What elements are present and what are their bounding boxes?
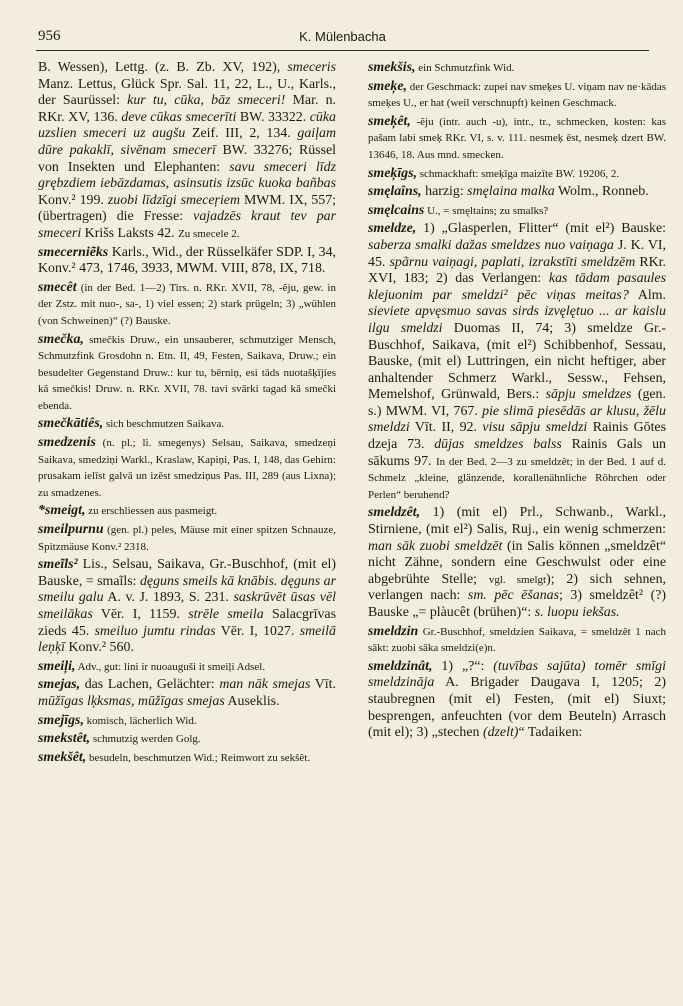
small-text: Zu smecele 2. <box>178 227 240 240</box>
entry-text: Vēr. I, 1159. <box>92 607 189 622</box>
example-text: smeiluo jumtu rindas <box>94 623 216 639</box>
entry-text: Konv.² 560. <box>65 640 134 656</box>
dictionary-entry <box>368 659 666 742</box>
small-text: ein Schmutzfink Wid. <box>415 62 515 74</box>
entry-text: Alm. <box>628 287 666 303</box>
running-title: K. Mülenbacha <box>299 29 386 44</box>
entry-text: Rainis Gals un sākums 97. <box>368 437 666 469</box>
small-text: schmutzig werden Golg. <box>90 733 201 746</box>
dictionary-entry <box>38 245 336 278</box>
entry-headword: smečka, <box>38 331 84 347</box>
entry-text: Vēr. I, 1027. <box>215 623 300 639</box>
entry-text: Auseklis. <box>224 693 280 709</box>
small-text: schmackhaft: smeķīga maizīte BW. 19206, 2. <box>417 167 620 180</box>
small-text: (n. pl.; li. smegenys) Selsau, Saikava, smedzeņi Saikava, smedziņi Warkl., Kraslaw, Kapiņi, Pas. I, 148, das Gehirn: prusakam ielīst galvā un izēst smedziņus Pas. III, 289 (aus Lixna); zu smadzenes. <box>38 437 336 499</box>
entry-text: J. K. VI, 45. <box>368 237 666 270</box>
example-text: saberza smalki dažas smeldzes nuo vaiņaga <box>368 237 614 253</box>
entry-headword: smecêt <box>38 279 77 295</box>
dictionary-entry <box>368 60 666 77</box>
entry-headword: smeķe, <box>368 78 407 94</box>
entry-text: Lis., Selsau, Saikava, Gr.-Buschhof, (mit el) Bauske, = smaĩls: <box>38 557 336 589</box>
example-text: kur tu, cūka, bāz smeceri! <box>127 93 286 109</box>
entry-headword: smęlcains <box>368 202 425 218</box>
entry-text: Zeif. III, 2, 134. <box>185 126 298 142</box>
small-text: der Geschmack: zupei nav smeķes U. viņam nav ne·kādas smeķes U., er hat (weil verschnupft) keinen Geschmack. <box>368 80 666 110</box>
small-text: zu erschliessen aus pasmeigt. <box>85 505 218 518</box>
dictionary-entry <box>38 557 336 657</box>
entry-headword: smekšêt, <box>38 749 87 765</box>
left-column <box>38 60 336 996</box>
dictionary-entry <box>38 332 336 415</box>
example-text: sm. pēc ēšanas <box>467 588 559 604</box>
example-text: dūjas smeldzes balss <box>434 437 562 453</box>
small-text: In der Bed. 2—3 zu smeldzêt; in der Bed. 1 auf d. Schmelz „kleine, glänzende, korallenähnliche Röhrchen oder Perlen“ beruhend? <box>368 455 666 501</box>
dictionary-entry <box>38 713 336 730</box>
dictionary-entry <box>368 184 666 201</box>
example-text: dęguns smeils kā knābis. dęguns ar smeilu galu <box>38 573 336 606</box>
entry-text: Wolm., Ronneb. <box>554 184 649 200</box>
example-text: saskrūvēt ūsas vēl smeilākas <box>38 590 336 622</box>
entry-text: Duomas II, 74; 3) smeldze Gr.-Buschhof, Saikava, (mit el²) Schibbenhof, Sessau, Bauske, (mit el) Luttringen, ein nicht heftiger, aber anhaltender Schmerz Warkl., Sessw., Fehsen, Memelshof, Grünwald, Bers.: <box>368 320 666 403</box>
entry-text: Manz. Lettus, Glück Spr. Sal. 11, 22, L., U., Karls., der Saurüssel: <box>38 76 336 109</box>
entry-headword: *smeigt, <box>38 503 86 519</box>
example-text: kas tādam pasaules klejuonim par smeldzi² pēc viņas meitas? <box>368 271 666 303</box>
page-header <box>38 22 647 52</box>
entry-headword: smejīgs, <box>38 712 84 728</box>
small-text: smečkis Druw., ein unsauberer, schmutziger Mensch, Schmutzfink Grosdohn n. Etn. II, 49, Festen, Saikava, Druw.; ein besudelter Gegenstand Druw.: kur tu, bērniņ, esi tāds nuotašķījies kā smečkis! Druw. n. RKr. XVII, 78. tavi svārki tagad kā smečki ebenda. <box>38 333 336 412</box>
entry-headword: smekšis, <box>368 60 416 75</box>
entry-text: A. v. J. 1893, S. 231. <box>103 590 234 606</box>
example-text: mūžīgas lķksmas, mūžīgas smejas <box>38 693 225 709</box>
entry-headword: smeilpurnu <box>38 522 104 538</box>
entry-text: 1) (mit el) Prl., Schwanb., Warkl., Stirniene, (mit el²) Salis, Ruj., ein wenig schmerzen: <box>368 505 666 538</box>
example-text: sāpju smeldzes <box>545 387 632 403</box>
example-text: deve cūkas smecerīti <box>121 109 237 125</box>
small-text: Adv., gut: lini ir nuoauguši it smeiļi Adsel. <box>75 660 266 673</box>
dictionary-entry <box>38 435 336 501</box>
dictionary-entry <box>38 280 336 330</box>
dictionary-entry <box>368 203 666 220</box>
dictionary-entry <box>38 731 336 748</box>
entry-text: harzig: <box>421 184 468 200</box>
entry-headword: smeldzêt, <box>368 505 421 521</box>
entry-headword: smečkātiês, <box>38 416 104 432</box>
entry-headword: smeldze, <box>368 221 417 237</box>
entry-headword: smekstêt, <box>38 731 91 747</box>
entry-headword: smeldzin <box>368 623 419 639</box>
entry-text: 1) „Glasperlen, Flitter“ (mit el²) Bauske: <box>416 221 666 237</box>
dictionary-entry <box>38 60 336 243</box>
entry-text: Salacgrīvas zieds 45. <box>38 607 336 639</box>
example-text: smeilā leņķī <box>38 623 336 656</box>
entry-headword: smeĩls² <box>38 557 78 573</box>
dictionary-entry <box>368 79 666 112</box>
entry-headword: smedzenis <box>38 435 96 451</box>
small-text: (in der Bed. 1—2) Tirs. n. RKr. XVII, 78, -ẽju, gew. in der Zstz. mit nuo-, sa-, 1) viel essen; 2) stark prügeln; 3) „wühlen (von Schweinen)“ (?) Bauske. <box>38 281 336 327</box>
example-text: (dzelt) <box>482 725 519 741</box>
entry-text: Vīt. <box>310 677 336 693</box>
right-column <box>368 60 666 996</box>
example-text: vajadzēs kraut tev par smeceri <box>38 209 336 241</box>
example-text: smeceris <box>287 60 336 75</box>
example-text: sieviete apvęsmuo savas sirds izvęlętuo ... ar kaislu ilgu smeldzi <box>368 304 666 336</box>
header-rule <box>36 50 649 51</box>
dictionary-entry <box>38 503 336 520</box>
dictionary-entry <box>368 624 666 657</box>
dictionary-entry <box>368 221 666 503</box>
example-text: cūka uzslien smeceri uz augšu <box>38 109 336 142</box>
entry-headword: smeķīgs, <box>368 165 418 181</box>
example-text: visu sāpju smeldzi <box>482 420 588 436</box>
entry-text: Karls., Wid., der Rüsselkäfer SDP. I, 34, Konv.² 473, 1746, 3933, MWM. VIII, 878, IX, 718. <box>38 244 336 277</box>
entry-text: Mar. n. RKr. XV, 136. <box>38 93 336 125</box>
example-text: spãrnu vaiņagi, paplati, izrakstīti smeldzēm <box>389 254 636 270</box>
small-text: vgl. smelgt <box>488 573 547 586</box>
dictionary-entry <box>368 505 666 621</box>
dictionary-entry <box>368 166 666 183</box>
entry-text: MWM. IX, 557; (übertragen) die Fresse: <box>38 192 336 225</box>
dictionary-entry <box>38 659 336 676</box>
entry-headword: smeldzinât, <box>368 658 433 674</box>
entry-text: ); 2) sich sehnen, verlangen nach: <box>368 571 666 604</box>
entry-text: 1) „?“: <box>432 658 494 674</box>
example-text: zuobi līdzīgi smeceŗiem <box>107 192 240 208</box>
small-text: -ẽju (intr. auch -u), intr., tr., schmecken, kosten: kas pašam labi smeķ RKr. VI, s. v. 111. nesmeķ ēst, nesmeķ dzert BW. 13646, 18. Aus mnd. smecken. <box>368 115 666 161</box>
entry-text: “ Tadaiken: <box>518 725 583 741</box>
example-text: man sāk zuobi smeldzēt <box>368 538 503 554</box>
example-text: s. luopu iekšas. <box>534 605 620 620</box>
example-text: man nāk smejas <box>219 677 311 693</box>
entry-text: (in Salis können „smeldzêt“ nicht Zähne, sondern eine Geschwulst oder eine abgebrühte Stelle; <box>368 538 666 587</box>
entry-text: BW. 33322. <box>236 109 310 125</box>
small-text: besudeln, beschmutzen Wid.; Reimwort zu sekšêt. <box>86 751 311 764</box>
example-text: savu smeceri līdz grębzdiem iebāzdamas, asinsutis izsūc kuoka bañbas <box>38 159 336 192</box>
entry-headword: smeķêt, <box>368 113 411 129</box>
entry-text: RKr. XVI, 183; 2) das Verlangen: <box>368 254 666 287</box>
entry-text: Krišs Laksts 42. <box>81 225 179 241</box>
dictionary-entry <box>38 750 336 767</box>
entry-headword: smecerniẽks <box>38 244 109 260</box>
entry-text: Konv.² 199. <box>38 192 108 208</box>
entry-text: A. Brigader Daugava I, 1205; 2) staubregnen (mit el) Festen, (mit el) Siuxt; besprengen, anfeuchten (vor dem Beuteln) Arrasch (mit el); 3) „stechen <box>368 675 666 741</box>
small-text: komisch, lächerlich Wid. <box>83 714 197 727</box>
entry-headword: smejas, <box>38 677 81 693</box>
small-text: (gen. pl.) peles, Mäuse mit einer spitzen Schnauze, Spitzmäuse Konv.² 2318. <box>38 524 336 553</box>
dictionary-entry <box>368 114 666 164</box>
entry-text: BW. 33276; Rüssel von Insekten und Elephanten: <box>38 142 336 175</box>
small-text: U., = smęltains; zu smalks? <box>424 204 549 217</box>
entry-headword: smęlaîns, <box>368 184 422 200</box>
dictionary-entry <box>38 522 336 555</box>
dictionary-entry <box>38 416 336 433</box>
example-text: strēle smeila <box>188 607 264 622</box>
entry-text: ; 3) smeldzêt² (?) Bauske „= plàucêt (brühen)“: <box>368 588 666 620</box>
entry-text: das Lachen, Gelächter: <box>80 677 220 693</box>
page-number: 956 <box>38 28 61 44</box>
dictionary-entry <box>38 677 336 710</box>
example-text: smęlaina malka <box>467 184 555 200</box>
entry-text: Rainis Gōtes dzeja 73. <box>368 420 666 453</box>
entry-text: B. Wessen), Lettg. (z. B. Zb. XV, 192), <box>38 60 288 75</box>
small-text: Gr.-Buschhof, smeldzien Saikava, = smeldzêt 1 nach sākt: zuobi sāka smeldzi(e)n. <box>368 625 666 655</box>
small-text: sich beschmutzen Saikava. <box>103 418 225 431</box>
entry-text: Vīt. II, 92. <box>409 420 483 436</box>
entry-text: (gen. s.) MWM. VI, 767. <box>368 387 666 419</box>
entry-headword: smeiļi, <box>38 658 76 674</box>
example-text: (tuvības sajūta) tomēr smīgi smeldzināja <box>368 658 666 691</box>
example-text: pie slimā piesēdās ar klusu, žēlu smeldzi <box>368 403 666 436</box>
example-text: gaiļam dūre pakaklī, sivēnam smecerī <box>38 126 336 158</box>
